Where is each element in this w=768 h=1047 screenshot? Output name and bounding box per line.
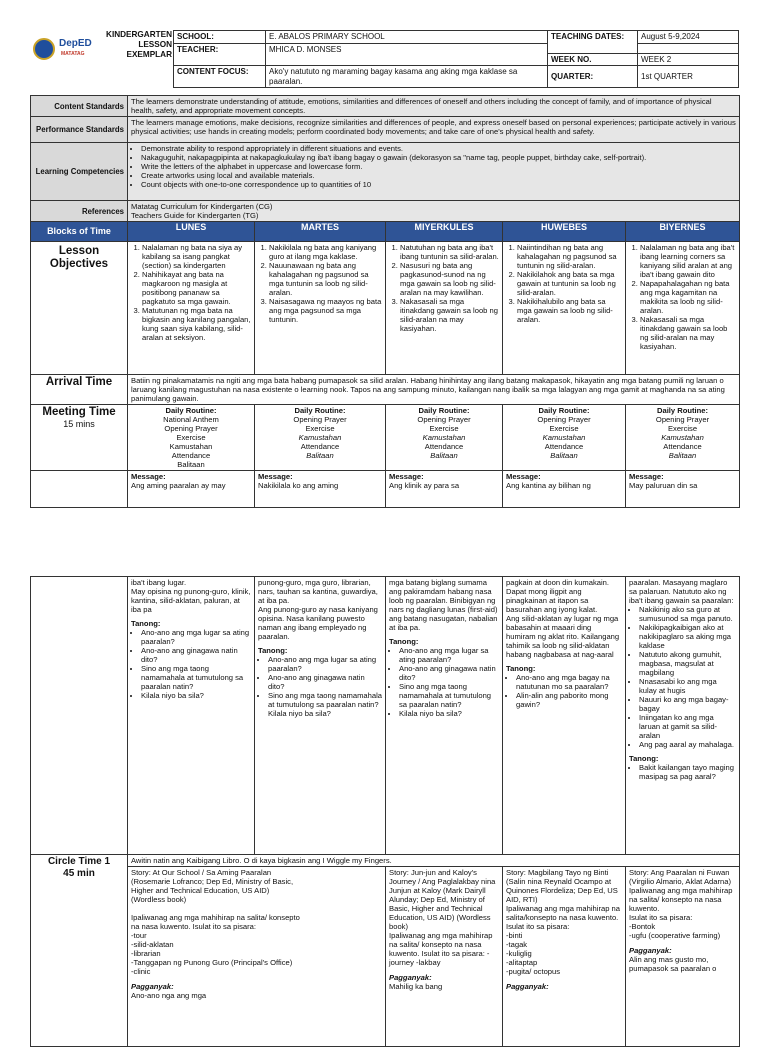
- day-header: BIYERNES: [626, 222, 740, 242]
- pagganyak-label: Pagganyak:: [629, 946, 672, 955]
- pagganyak-text: Mahilig ka bang: [389, 982, 443, 991]
- pagganyak-text: Ano-ano nga ang mga: [131, 991, 207, 1000]
- message-cell: [255, 471, 386, 508]
- lesson-table-continued: [30, 576, 740, 1047]
- question-item: • Sino ang mga taong namamahala at tumutulong sa paaralan natin?: [399, 682, 499, 709]
- routine-item: Opening Prayer: [164, 424, 218, 433]
- objective-item: 3. Nakasasali sa mga itinakdang gawain sa loob ng silid-aralan na may kasiyahan.: [640, 315, 736, 351]
- objectives-cell: [255, 242, 386, 375]
- quarter-value: 1st QUARTER: [638, 66, 739, 88]
- friday-activity-item: • Nnasasabi ko ang mga kulay at hugis: [639, 677, 736, 695]
- routine-item: Balitaan: [668, 451, 697, 460]
- message-continued-text: paaralan. Masayang maglaro sa palaruan. Natututo ako ng iba't ibang gawain sa paaralan:: [629, 578, 734, 605]
- routine-item: Exercise: [429, 424, 459, 433]
- routine-item: Balitaan: [177, 460, 205, 469]
- message-cell: [386, 471, 503, 508]
- routine-item: Kamustahan: [169, 442, 213, 451]
- objectives-cell: [503, 242, 626, 375]
- routine-item: National Anthem: [163, 415, 219, 424]
- routine-item: Kamustahan: [542, 433, 586, 442]
- friday-activity-item: • Natututo akong gumuhit, magbasa, magsulat at magbilang: [639, 650, 736, 677]
- routine-item: Opening Prayer: [537, 415, 591, 424]
- day-header: LUNES: [128, 222, 255, 242]
- message-label: Message:: [506, 472, 541, 481]
- question-item: • Ano-ano ang ginagawa natin dito?: [268, 673, 382, 691]
- blank-cell: [638, 43, 739, 53]
- teaching-dates-value: August 5-9,2024: [638, 31, 739, 44]
- message-continued-text: mga batang biglang sumama ang pakiramdam habang nasa loob ng paaralan. Binibigyan ng nars ng dagliang lunas (first-aid) ang batang nasugatan, nabalian at iba pa.: [389, 578, 500, 632]
- pagganyak-label: Pagganyak:: [131, 982, 174, 991]
- message-text: Nakikilala ko ang aming: [258, 481, 339, 490]
- circle-time-label: Circle Time 1: [47, 856, 111, 867]
- question-item: • Alin-alin ang paborito mong gawin?: [516, 691, 622, 709]
- pagganyak-label: Pagganyak:: [506, 982, 549, 991]
- objective-item: 3. Matutunan ng mga bata na bigkasin ang kanilang pangalan, kung saan siya kabilang, silid-aralan at seksiyon.: [142, 306, 251, 342]
- objective-item: 2. Nakikilahok ang bata sa mga gawain at tuntunin sa loob ng silid-aralan.: [517, 270, 622, 297]
- routine-label: Daily Routine:: [656, 406, 709, 415]
- friday-activity-item: • Nakikinig ako sa guro at sumusunod sa mga panuto.: [639, 605, 736, 623]
- objectives-cell: [128, 242, 255, 375]
- teacher-label: TEACHER:: [174, 43, 266, 66]
- message-continued-cell: [128, 577, 255, 855]
- routine-cell: [128, 405, 255, 471]
- deped-logo: DepED: [59, 38, 92, 49]
- message-text: Ang klinik ay para sa: [389, 481, 460, 490]
- message-label: Message:: [258, 472, 293, 481]
- content-standards-label: Content Standards: [31, 96, 128, 117]
- objective-item: 1. Naiintindihan ng bata ang kahalagahan ng pagsunod sa tuntunin ng silid-aralan.: [517, 243, 622, 270]
- references-text: Matatag Curriculum for Kindergarten (CG) Teachers Guide for Kindergarten (TG): [128, 201, 740, 222]
- references-label: References: [31, 201, 128, 222]
- routine-item: Opening Prayer: [417, 415, 471, 424]
- matatag-logo: MATATAG: [61, 51, 85, 57]
- quarter-label: QUARTER:: [548, 66, 638, 88]
- competency-item: • Create artworks using local and available materials.: [141, 171, 736, 180]
- content-standards-text: The learners demonstrate understanding of attitude, emotions, similarities and differences of oneself and others including the concept of family, and of importance of physical health, safety, and appropriate movement concepts.: [128, 96, 740, 117]
- question-item: • Ano-ano ang ginagawa natin dito?: [399, 664, 499, 682]
- message-cell: [626, 471, 740, 508]
- message-label: Message:: [389, 472, 424, 481]
- question-item: • Ano-ano ang mga bagay na natutunan mo sa paaralan?: [516, 673, 622, 691]
- teacher-value: MHICA D. MONSES: [266, 43, 548, 66]
- teaching-dates-label: TEACHING DATES:: [548, 31, 638, 54]
- routine-cell: [255, 405, 386, 471]
- message-cell: [503, 471, 626, 508]
- message-label: Message:: [629, 472, 664, 481]
- routine-item: Exercise: [667, 424, 698, 433]
- friday-activity-item: • Nauuri ko ang mga bagay-bagay: [639, 695, 736, 713]
- circle-time-cell: [31, 855, 128, 1047]
- deped-seal-icon: [33, 38, 55, 60]
- message-label: Message:: [131, 472, 166, 481]
- routine-item: Balitaan: [550, 451, 578, 460]
- competency-item: • Nakaguguhit, nakapagpipinta at nakapagkukulay ng iba't ibang bagay o gawain (dekorasyon sa "name tag, people puppet, birthday cake, self-portrait).: [141, 153, 736, 162]
- routine-item: Attendance: [424, 442, 464, 451]
- message-continued-text: punong-guro, mga guro, librarian, nars, tauhan sa kantina, guwardiya, at iba pa. Ang punong-guro ay nasa kaniyang opisina. Nasa kanilang puwesto naman ang ibang empleyado ng paaralan.: [258, 578, 378, 641]
- learning-competencies-list: [128, 143, 740, 201]
- objective-item: 3. Nakasasali sa mga itinakdang gawain sa loob ng silid-aralan na may kasiyahan.: [400, 297, 499, 333]
- routine-item: Kamustahan: [661, 433, 704, 442]
- question-item: • Ano-ano ang mga lugar sa ating paaralan?: [141, 628, 251, 646]
- routine-item: Kamustahan: [422, 433, 466, 442]
- document-title: KINDERGARTEN LESSON EXEMPLAR: [106, 30, 172, 59]
- friday-activity-item: • Iniingatan ko ang mga laruan at gamit sa silid-aralan: [639, 713, 736, 740]
- routine-label: Daily Routine:: [294, 406, 346, 415]
- message-text: May paluruan din sa: [629, 481, 698, 490]
- competency-item: • Write the letters of the alphabet in uppercase and lowercase form.: [141, 162, 736, 171]
- blank-cell: [31, 471, 128, 508]
- day-header: MARTES: [255, 222, 386, 242]
- message-continued-cell: [386, 577, 503, 855]
- routine-item: Exercise: [305, 424, 335, 433]
- routine-item: Attendance: [544, 442, 584, 451]
- question-item: • Kilala niyo ba sila?: [141, 691, 251, 700]
- routine-label: Daily Routine:: [165, 406, 217, 415]
- friday-activity-item: • Nakikipagkaibigan ako at nakikipaglaro sa aking mga kaklase: [639, 623, 736, 650]
- message-continued-text: iba't ibang lugar. May opisina ng punong-guro, klinik, kantina, silid-aklatan, paluran, at iba pa: [131, 578, 251, 614]
- objective-item: 2. Nasusuri ng bata ang pagkasunod-sunod na ng mga gawain sa loob ng silid-aralan na may kawilihan.: [400, 261, 499, 297]
- question-item: • Ano-ano ang ginagawa natin dito?: [141, 646, 251, 664]
- message-continued-text: pagkain at doon din kumakain. Dapat mong iligpit ang pinagkainan at itapon sa basurahan ang iyong kalat. Ang silid-aklatan ay lugar ng mga babasahin at maaari ding humiram ng aklat rito. Kailangang tahimik sa loob ng silid-aklatan habang nagbabasa at nag-aaral: [506, 578, 620, 659]
- objective-item: 3. Nakikihalubilo ang bata sa mga gawain sa loob ng silid-aralan.: [517, 297, 622, 324]
- routine-cell: [386, 405, 503, 471]
- content-focus-value: Ako'y natututo ng maraming bagay kasama ang aking mga kaklase sa paaralan.: [266, 66, 548, 88]
- story-text: Story: Jun-jun and Kaloy's Journey / Ang Paglalakbay nina Junjun at Kaloy (Mark Dairyll Alunday; Dep Ed, Ministry of Basic, Higher and Technical Education, US AID) (Wordless book) Ipaliwanag ang mga mahihirap na salita/ konsepto na nasa kuwento. Isulat ito sa pisara: -journey -lakbay: [389, 868, 496, 967]
- question-item: • Ano-ano ang mga lugar sa ating paaralan?: [399, 646, 499, 664]
- routine-item: Balitaan: [306, 451, 334, 460]
- school-value: E. ABALOS PRIMARY SCHOOL: [266, 31, 548, 44]
- objective-item: 2. Nauunawaan ng bata ang kahalagahan ng pagsunod sa mga tuntunin sa loob ng silid-aralan.: [269, 261, 382, 297]
- day-header: MIYERKULES: [386, 222, 503, 242]
- circle-thursday-cell: [503, 867, 626, 1047]
- performance-standards-label: Performance Standards: [31, 117, 128, 143]
- day-header: HUWEBES: [503, 222, 626, 242]
- week-value: WEEK 2: [638, 53, 739, 66]
- pagganyak-label: Pagganyak:: [389, 973, 432, 982]
- lesson-table: [30, 95, 740, 508]
- school-label: SCHOOL:: [174, 31, 266, 44]
- routine-item: Attendance: [663, 442, 702, 451]
- learning-competencies-label: Learning Competencies: [31, 143, 128, 201]
- message-continued-cell: [255, 577, 386, 855]
- meeting-time-duration: 15 mins: [63, 419, 95, 429]
- objective-item: 1. Nalalaman ng bata na siya ay kabilang sa isang pangkat (section) sa kindergarten: [142, 243, 251, 270]
- routine-cell: [626, 405, 740, 471]
- tanong-label: Tanong:: [506, 664, 536, 673]
- message-continued-cell: [503, 577, 626, 855]
- routine-item: Kamustahan: [298, 433, 342, 442]
- meeting-time-label: Meeting Time: [42, 406, 116, 418]
- routine-label: Daily Routine:: [538, 406, 590, 415]
- tanong-label: Tanong:: [131, 619, 161, 628]
- circle-monday-cell: [128, 867, 386, 1047]
- pagganyak-text: Alin ang mas gusto mo, pumapasok sa paaralan o: [629, 955, 717, 973]
- competency-item: • Count objects with one-to-one correspondence up to quantities of 10: [141, 180, 736, 189]
- circle-time-duration: 45 min: [63, 868, 95, 879]
- question-item: • Kilala niyo ba sila?: [399, 709, 499, 718]
- routine-item: Exercise: [549, 424, 579, 433]
- content-focus-label: CONTENT FOCUS:: [174, 66, 266, 88]
- objective-item: 1. Nalalaman ng bata ang iba't ibang learning corners sa kaniyang silid aralan at ang iba't ibang gawain dito: [640, 243, 736, 279]
- objectives-cell: [386, 242, 503, 375]
- message-text: Ang kantina ay bilihan ng: [506, 481, 591, 490]
- routine-label: Daily Routine:: [418, 406, 470, 415]
- question-item: • Bakit kailangan tayo maging masipag sa pag aaral?: [639, 763, 736, 781]
- arrival-time-label: Arrival Time: [31, 375, 128, 405]
- objective-item: 1. Nakikilala ng bata ang kaniyang guro at ilang mga kaklase.: [269, 243, 382, 261]
- routine-item: Attendance: [171, 451, 211, 460]
- arrival-time-text: Batiin ng pinakamatamis na ngiti ang mga bata habang pumapasok sa silid aralan. Habang hinihintay ang ilang batang makapasok, hikayatin ang mga batang pumili ng laruan o laruang kanilang magustuhan na nasa existente o learning nook. Tapos na ang sampung minuto, kailangan nang ibalik sa mga lalagyan ang mga gamit at maghanda na sa ating panimulang gawain.: [128, 375, 740, 405]
- tanong-label: Tanong:: [389, 637, 419, 646]
- objective-item: 2. Nahihikayat ang bata na magkaroon ng masigla at positibong pananaw sa pagkatuto sa mga gawain.: [142, 270, 251, 306]
- story-text: Story: At Our School / Sa Aming Paaralan (Rosemarie Lofranco; Dep Ed, Ministry of Basic, Higher and Technical Education, US AID) (Wordless book) Ipaliwanag ang mga mahihirap na salita/ konsepto na nasa kuwento. Isulat ito sa pisara: -tour -silid-aklatan -librarian -Tanggapan ng Punong Guro (Principal's Office) -clinic: [131, 868, 300, 976]
- routine-item: Opening Prayer: [655, 415, 710, 424]
- circle-time-header: Awitin natin ang Kaibigang Libro. O di kaya bigkasin ang I Wiggle my Fingers.: [128, 855, 740, 867]
- blocks-of-time-label: Blocks of Time: [31, 222, 128, 242]
- objective-item: 1. Natutuhan ng bata ang iba't ibang tuntunin sa silid-aralan.: [400, 243, 499, 261]
- routine-item: Attendance: [300, 442, 340, 451]
- tanong-label: Tanong:: [629, 754, 659, 763]
- story-text: Story: Ang Paaralan ni Fuwan (Virgilio Almario, Aklat Adarna) Ipaliwanag ang mga mahihirap na salita/ konsepto na nasa kuwento. Isulat ito sa pisara: -Bontok -ugfu (cooperative farming): [629, 868, 733, 940]
- routine-item: Opening Prayer: [293, 415, 347, 424]
- routine-item: Balitaan: [430, 451, 458, 460]
- message-text: Ang aming paaralan ay may: [131, 481, 226, 490]
- question-item: • Ano-ano ang mga lugar sa ating paaralan?: [268, 655, 382, 673]
- message-continued-cell: [626, 577, 740, 855]
- message-cell: [128, 471, 255, 508]
- week-label: WEEK NO.: [548, 53, 638, 66]
- question-item: • Sino ang mga taong namamahala at tumutulong sa paaralan natin?: [141, 664, 251, 691]
- competency-item: • Demonstrate ability to respond appropriately in different situations and events.: [141, 144, 736, 153]
- objectives-cell: [626, 242, 740, 375]
- meeting-time-cell: [31, 405, 128, 471]
- objective-item: 2. Napapahalagahan ng bata ang mga kagamitan na makikita sa loob ng silid-aralan.: [640, 279, 736, 315]
- tanong-label: Tanong:: [258, 646, 288, 655]
- lesson-objectives-label: Lesson Objectives: [31, 242, 128, 375]
- routine-cell: [503, 405, 626, 471]
- performance-standards-text: The learners manage emotions, make decisions, recognize similarities and differences of people, and express oneself based on personal experiences; participate actively in various physical activities; use hands in creating models; perform coordinated body movements; and take care of one's physical health and safety.: [128, 117, 740, 143]
- circle-friday-cell: [626, 867, 740, 1047]
- blank-cell: [31, 577, 128, 855]
- routine-item: Exercise: [176, 433, 206, 442]
- question-item: • Sino ang mga taong namamahala at tumutulong sa paaralan natin? Kilala niyo ba sila?: [268, 691, 382, 718]
- objective-item: 3. Naisasagawa ng maayos ng bata ang mga pagsunod sa mga tuntunin.: [269, 297, 382, 324]
- story-text: Story: Magbilang Tayo ng Binti (Salin nina Reynald Ocampo at Quinones Flordeliza; Dep Ed, US AID, RTI) Ipaliwanag ang mga mahihirap na salita/konsepto na nasa kuwento. Isulat ito sa pisara: -binti -tagak -kuliglig -alitaptap -pugita/ octopus: [506, 868, 620, 976]
- circle-wednesday-cell: [386, 867, 503, 1047]
- header-table: [173, 30, 739, 88]
- friday-activity-item: • Ang pag aaral ay mahalaga.: [639, 740, 736, 749]
